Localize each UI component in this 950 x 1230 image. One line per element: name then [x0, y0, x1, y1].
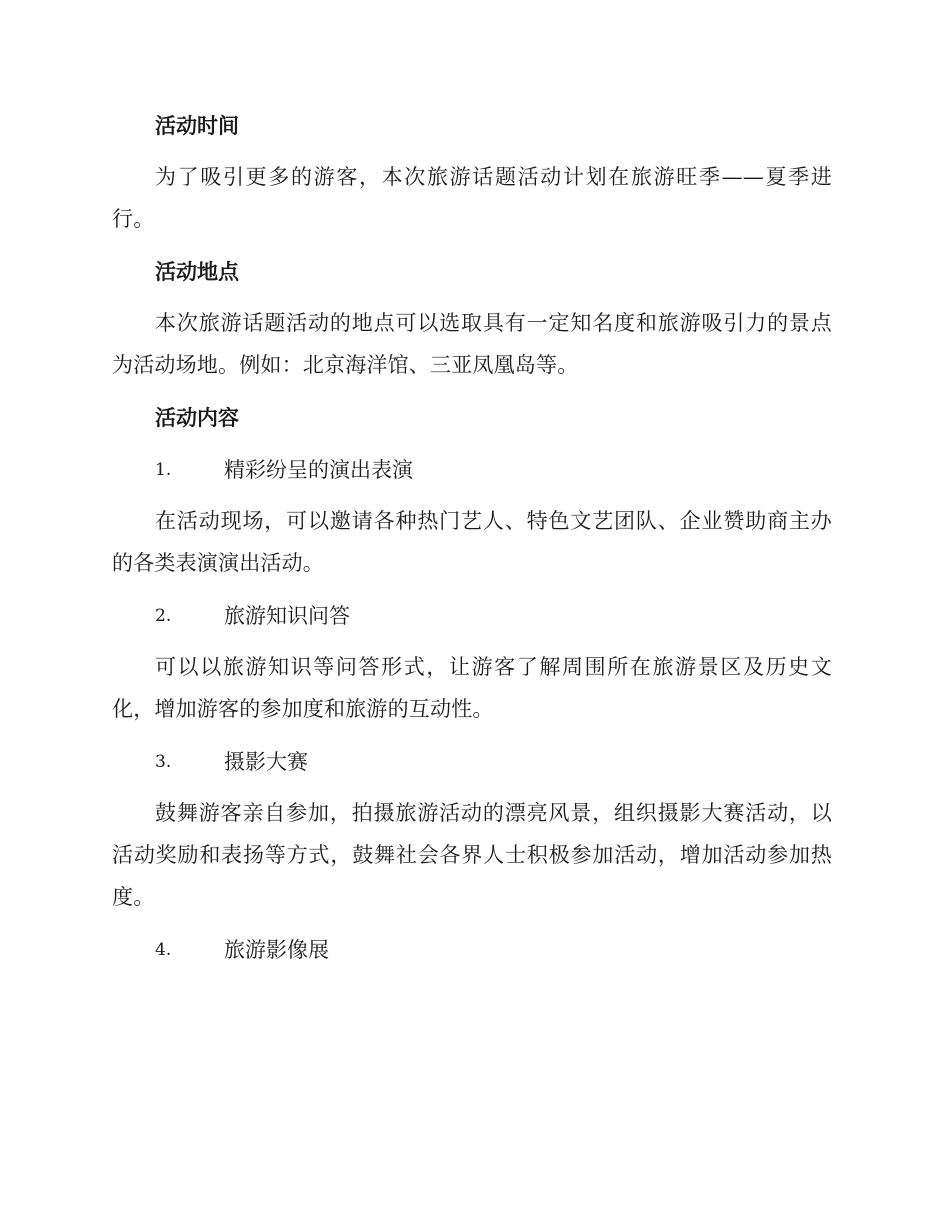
list-item-number: 2.: [155, 606, 172, 626]
section-heading-time: 活动时间: [155, 114, 239, 138]
paragraph-place: 本次旅游话题活动的地点可以选取具有一定知名度和旅游吸引力的景点为活动场地。例如：北京海洋馆、三亚凤凰岛等。: [112, 311, 832, 377]
paragraph-time: 为了吸引更多的游客，本次旅游话题活动计划在旅游旺季——夏季进行。: [112, 165, 832, 231]
list-item-2: [112, 594, 832, 638]
list-item-number: 3.: [155, 752, 172, 772]
list-item-title: 摄影大赛: [224, 750, 308, 774]
section-heading-content: 活动内容: [155, 406, 239, 430]
list-item-1: [112, 448, 832, 492]
paragraph-item-3: 鼓舞游客亲自参加，拍摄旅游活动的漂亮风景，组织摄影大赛活动，以活动奖励和表扬等方式，鼓舞社会各界人士积极参加活动，增加活动参加热度。: [112, 801, 832, 909]
list-item-title: 旅游影像展: [224, 938, 329, 962]
document-page: [112, 104, 832, 980]
list-item-number: 1.: [155, 460, 172, 480]
paragraph-item-1: 在活动现场，可以邀请各种热门艺人、特色文艺团队、企业赞助商主办的各类表演演出活动。: [112, 509, 832, 575]
list-item-title: 旅游知识问答: [224, 604, 350, 628]
section-heading-place: 活动地点: [155, 260, 239, 284]
list-item-number: 4.: [155, 940, 172, 960]
list-item-3: [112, 740, 832, 784]
paragraph-item-2: 可以以旅游知识等问答形式，让游客了解周围所在旅游景区及历史文化，增加游客的参加度和旅游的互动性。: [112, 655, 832, 721]
list-item-4: [112, 928, 832, 972]
list-item-title: 精彩纷呈的演出表演: [224, 458, 413, 482]
